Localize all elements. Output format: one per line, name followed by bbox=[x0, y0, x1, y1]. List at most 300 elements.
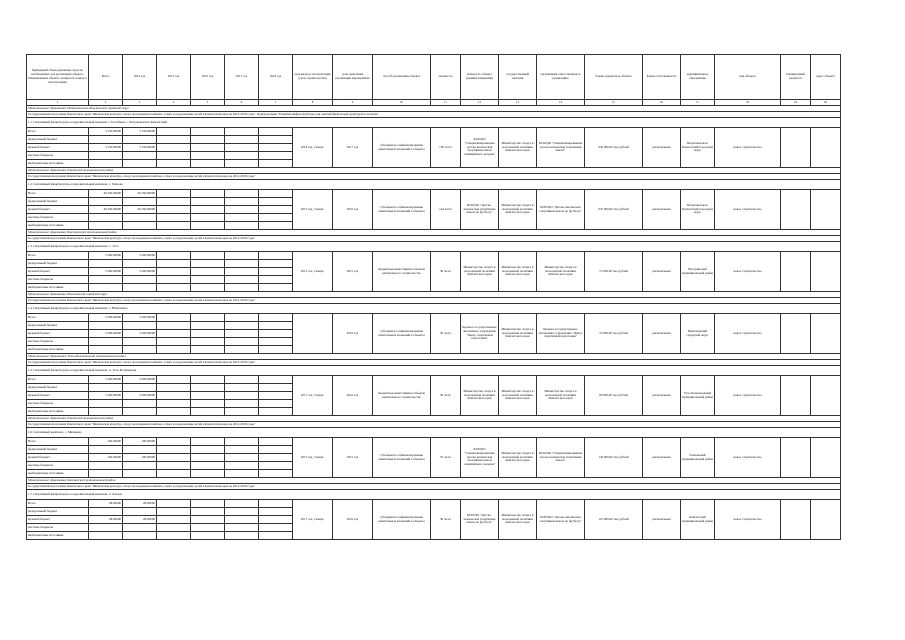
column-number: 4 bbox=[157, 100, 191, 106]
column-number: 8 bbox=[293, 100, 333, 106]
column-header: адрес объекта bbox=[811, 55, 841, 100]
amount-2014: 5 200,00000 bbox=[123, 252, 157, 260]
funding-source: краевой бюджет bbox=[27, 392, 89, 400]
program-name: Государственная программа Камчатского края "Физическая культура, спорт, молодежная политика, отдых и оздоровление детей в Камчатском крае на 2014-2018 годы" bbox=[27, 174, 841, 180]
amount-empty bbox=[225, 260, 259, 268]
column-number: 11 bbox=[431, 100, 461, 106]
amount-empty bbox=[191, 128, 225, 136]
object-balance: Краевое государственное автономное учреждение "Центр спортивной подготовки" bbox=[537, 314, 585, 354]
amount-empty bbox=[191, 338, 225, 346]
column-header: муниципальное образование bbox=[681, 55, 715, 100]
amount-empty bbox=[225, 136, 259, 144]
amount-2014 bbox=[123, 160, 157, 168]
object-customer: Министерство спорта и молодежной политики Камчатского края bbox=[461, 252, 499, 292]
amount-2014: 46 250,00000 bbox=[123, 190, 157, 198]
amount-2014 bbox=[123, 524, 157, 532]
object-row bbox=[27, 304, 841, 314]
object-mo: Петропавловск-Камчатский городской округ bbox=[681, 190, 715, 230]
object-resp: Министерство спорта и молодежной политики Камчатского края bbox=[499, 190, 537, 230]
amount-empty bbox=[225, 190, 259, 198]
column-header: 2018 год bbox=[259, 55, 293, 100]
object-extra bbox=[781, 376, 811, 416]
amount-empty bbox=[225, 160, 259, 168]
object-end: 2016 год bbox=[333, 190, 373, 230]
object-kind: новое строительство bbox=[715, 252, 781, 292]
amount-empty bbox=[157, 314, 191, 322]
object-extra bbox=[781, 438, 811, 478]
amount-empty bbox=[157, 462, 191, 470]
amount-empty bbox=[157, 330, 191, 338]
amount-empty bbox=[259, 276, 293, 284]
object-term: 2015 год, 2 кварт. bbox=[293, 252, 333, 292]
object-extra bbox=[781, 314, 811, 354]
object-extra bbox=[811, 314, 841, 354]
funding-source: Всего bbox=[27, 190, 89, 198]
amount-empty bbox=[259, 384, 293, 392]
amount-empty bbox=[259, 136, 293, 144]
column-header: Всего bbox=[89, 55, 123, 100]
amount-empty bbox=[259, 532, 293, 540]
object-power: 55 чел/ч bbox=[431, 438, 461, 478]
object-customer: КГБУДО "Детско-юношеская спортивная школа по футболу" bbox=[461, 500, 499, 540]
amount-empty bbox=[259, 214, 293, 222]
amount-empty bbox=[157, 160, 191, 168]
amount-empty bbox=[259, 128, 293, 136]
amount-2014 bbox=[123, 322, 157, 330]
object-extra bbox=[781, 190, 811, 230]
amount-empty bbox=[259, 268, 293, 276]
funding-source: местные бюджеты bbox=[27, 214, 89, 222]
object-resp: Министерство спорта и молодежной политики Камчатского края bbox=[499, 252, 537, 292]
amount-total bbox=[89, 260, 123, 268]
amount-empty bbox=[225, 470, 259, 478]
amount-empty bbox=[157, 454, 191, 462]
amount-total: 46 250,00000 bbox=[89, 190, 123, 198]
object-method: субсидии на софинансирование капитальных вложений в объекты bbox=[373, 314, 431, 354]
amount-empty bbox=[259, 284, 293, 292]
amount-empty bbox=[259, 338, 293, 346]
object-extra bbox=[811, 252, 841, 292]
amount-empty bbox=[191, 454, 225, 462]
amount-empty bbox=[259, 190, 293, 198]
amount-empty bbox=[157, 500, 191, 508]
column-header: организация ответственная за реализацию bbox=[537, 55, 585, 100]
amount-empty bbox=[157, 198, 191, 206]
amount-empty bbox=[191, 144, 225, 152]
object-method: субсидии на софинансирование капитальных вложений в объекты bbox=[373, 128, 431, 168]
amount-empty bbox=[259, 152, 293, 160]
amount-empty bbox=[225, 532, 259, 540]
column-header: Примерный объем денежных средств, необходимых для реализации объекта, Наименование объекта, мощность и ввод в эксплуатацию bbox=[27, 55, 89, 100]
object-row bbox=[27, 366, 841, 376]
funding-source: местные бюджеты bbox=[27, 524, 89, 532]
amount-empty bbox=[191, 462, 225, 470]
header-row bbox=[27, 55, 841, 100]
amount-empty bbox=[157, 222, 191, 230]
amount-empty bbox=[191, 222, 225, 230]
finance-row bbox=[27, 190, 841, 198]
amount-empty bbox=[259, 392, 293, 400]
amount-empty bbox=[259, 438, 293, 446]
object-cost: 68 000,00 тыс.рублей bbox=[585, 376, 643, 416]
object-customer: КГБУДО "Детско-юношеская спортивная школа по футболу" bbox=[461, 190, 499, 230]
object-end: 2015 год bbox=[333, 438, 373, 478]
funding-source: Всего bbox=[27, 500, 89, 508]
object-power: 150 чел/ч bbox=[431, 128, 461, 168]
object-end: 2016 год bbox=[333, 314, 373, 354]
funding-source: краевой бюджет bbox=[27, 144, 89, 152]
object-power: 30 чел/ч bbox=[431, 314, 461, 354]
amount-empty bbox=[157, 516, 191, 524]
object-mo: Петропавловск-Камчатский городской округ bbox=[681, 128, 715, 168]
amount-empty bbox=[225, 500, 259, 508]
amount-empty bbox=[259, 144, 293, 152]
amount-empty bbox=[225, 346, 259, 354]
amount-empty bbox=[259, 462, 293, 470]
object-extra bbox=[781, 128, 811, 168]
amount-empty bbox=[225, 508, 259, 516]
object-power: 144 чел/ч bbox=[431, 190, 461, 230]
amount-empty bbox=[259, 470, 293, 478]
object-mo: Вилючинский городской округ bbox=[681, 314, 715, 354]
document-page bbox=[26, 54, 835, 620]
funding-source: краевой бюджет bbox=[27, 330, 89, 338]
amount-empty bbox=[157, 322, 191, 330]
amount-empty bbox=[225, 462, 259, 470]
amount-empty bbox=[191, 260, 225, 268]
amount-empty bbox=[259, 314, 293, 322]
finance-row bbox=[27, 252, 841, 260]
amount-empty bbox=[191, 384, 225, 392]
column-number: 9 bbox=[333, 100, 373, 106]
amount-empty bbox=[157, 392, 191, 400]
amount-2014 bbox=[123, 260, 157, 268]
object-cost: 650 000,00 тыс.рублей bbox=[585, 128, 643, 168]
funding-source: федеральный бюджет bbox=[27, 508, 89, 516]
object-balance: КГАУДО "Специализированная детско-юношеская спортивная школа" bbox=[537, 438, 585, 478]
amount-2014 bbox=[123, 222, 157, 230]
amount-total bbox=[89, 508, 123, 516]
column-header: 2014 год bbox=[123, 55, 157, 100]
amount-empty bbox=[259, 454, 293, 462]
object-name: 1.7 Спортивный физкультурно-оздоровительный комплекс, п. Ключи bbox=[27, 490, 841, 500]
amount-empty bbox=[157, 446, 191, 454]
object-name: 1.4 Спортивный физкультурно-оздоровительный комплекс, г. Вилючинск bbox=[27, 304, 841, 314]
area-name: Муниципальное образование Елизовский муниципальный район bbox=[27, 168, 841, 174]
object-method: субсидии на софинансирование капитальных вложений в объекты bbox=[373, 500, 431, 540]
amount-2014 bbox=[123, 446, 157, 454]
amount-empty bbox=[259, 252, 293, 260]
object-extra bbox=[811, 190, 841, 230]
object-power: 30 чел/ч bbox=[431, 376, 461, 416]
funding-source: внебюджетные источники bbox=[27, 160, 89, 168]
amount-total: 3 500,00000 bbox=[89, 314, 123, 322]
object-cost: 125 000,00 тыс.рублей bbox=[585, 500, 643, 540]
amount-empty bbox=[191, 346, 225, 354]
amount-empty bbox=[225, 392, 259, 400]
amount-total bbox=[89, 222, 123, 230]
amount-empty bbox=[259, 400, 293, 408]
amount-total bbox=[89, 346, 123, 354]
object-balance: КГАУДО "Специализированная детско-юношеская спортивная школа" bbox=[537, 128, 585, 168]
object-customer: КГАУДО "Специализированная детско-юношеская спортивная школа олимпийского резерва" bbox=[461, 438, 499, 478]
object-extra bbox=[781, 500, 811, 540]
area-name: Муниципальное образование Вилючинский городской округ bbox=[27, 292, 841, 298]
amount-empty bbox=[191, 190, 225, 198]
amount-empty bbox=[157, 408, 191, 416]
object-resp: Министерство спорта и молодежной политики Камчатского края bbox=[499, 376, 537, 416]
object-balance: Министерство спорта и молодежной политики Камчатского края bbox=[537, 376, 585, 416]
amount-empty bbox=[157, 276, 191, 284]
finance-row bbox=[27, 376, 841, 384]
amount-total: 3 150,00000 bbox=[89, 144, 123, 152]
object-row bbox=[27, 118, 841, 128]
column-header: срок ввода в эксплуатацию (срок строительства) bbox=[293, 55, 333, 100]
amount-empty bbox=[157, 206, 191, 214]
amount-empty bbox=[259, 516, 293, 524]
object-customer: Министерство спорта и молодежной политики Камчатского края bbox=[461, 376, 499, 416]
amount-total bbox=[89, 160, 123, 168]
amount-total: 28,00000 bbox=[89, 500, 123, 508]
column-header: 2016 год bbox=[191, 55, 225, 100]
object-kind: новое строительство bbox=[715, 314, 781, 354]
object-mo: Камчатский муниципальный район bbox=[681, 500, 715, 540]
amount-empty bbox=[259, 322, 293, 330]
amount-empty bbox=[157, 346, 191, 354]
object-name: 1.5 Спортивный физкультурно-оздоровительный комплекс, п. Усть-Большерецк bbox=[27, 366, 841, 376]
amount-empty bbox=[225, 408, 259, 416]
finance-row bbox=[27, 438, 841, 446]
object-extra bbox=[811, 128, 841, 168]
funding-source: внебюджетные источники bbox=[27, 470, 89, 478]
amount-2014 bbox=[123, 470, 157, 478]
column-number: 5 bbox=[191, 100, 225, 106]
amount-empty bbox=[157, 438, 191, 446]
object-power: 30 чел/ч bbox=[431, 252, 461, 292]
funding-source: местные бюджеты bbox=[27, 152, 89, 160]
object-resp: Министерство спорта и молодежной политики Камчатского края bbox=[499, 500, 537, 540]
funding-source: федеральный бюджет bbox=[27, 446, 89, 454]
object-form: региональная bbox=[643, 438, 681, 478]
amount-empty bbox=[191, 532, 225, 540]
column-number: 7 bbox=[259, 100, 293, 106]
object-end: 2016 год bbox=[333, 500, 373, 540]
amount-empty bbox=[191, 160, 225, 168]
amount-total bbox=[89, 338, 123, 346]
amount-empty bbox=[259, 408, 293, 416]
amount-empty bbox=[259, 206, 293, 214]
amount-empty bbox=[225, 128, 259, 136]
amount-empty bbox=[259, 376, 293, 384]
amount-empty bbox=[157, 136, 191, 144]
column-number: 14 bbox=[537, 100, 585, 106]
amount-total bbox=[89, 400, 123, 408]
amount-total bbox=[89, 152, 123, 160]
column-header: мощность объекта (единиц измерения) bbox=[461, 55, 499, 100]
funding-source: федеральный бюджет bbox=[27, 260, 89, 268]
column-header: 2017 год bbox=[225, 55, 259, 100]
amount-total bbox=[89, 462, 123, 470]
amount-empty bbox=[225, 524, 259, 532]
amount-empty bbox=[157, 284, 191, 292]
funding-source: местные бюджеты bbox=[27, 400, 89, 408]
object-form: региональная bbox=[643, 128, 681, 168]
amount-empty bbox=[157, 470, 191, 478]
amount-empty bbox=[225, 152, 259, 160]
amount-empty bbox=[191, 408, 225, 416]
object-extra bbox=[811, 500, 841, 540]
object-term: 2017 год, 2 кварт. bbox=[293, 500, 333, 540]
amount-total bbox=[89, 276, 123, 284]
amount-empty bbox=[191, 252, 225, 260]
object-resp: Министерство спорта и молодежной политики Камчатского края bbox=[499, 128, 537, 168]
funding-source: местные бюджеты bbox=[27, 338, 89, 346]
funding-source: внебюджетные источники bbox=[27, 284, 89, 292]
object-extra bbox=[811, 438, 841, 478]
amount-empty bbox=[259, 446, 293, 454]
program-name: Государственная программа Камчатского края "Физическая культура, спорт, молодежная политика, отдых и оздоровление детей в Камчатском крае на 2014-2018 годы" bbox=[27, 422, 841, 428]
object-form: региональная bbox=[643, 314, 681, 354]
amount-empty bbox=[157, 260, 191, 268]
amount-2014: 3 500,00000 bbox=[123, 314, 157, 322]
amount-2014: 100,00000 bbox=[123, 454, 157, 462]
funding-source: краевой бюджет bbox=[27, 206, 89, 214]
funding-source: Всего bbox=[27, 438, 89, 446]
funding-source: внебюджетные источники bbox=[27, 408, 89, 416]
amount-2014 bbox=[123, 532, 157, 540]
object-cost: 73 000,00 тыс.рублей bbox=[585, 252, 643, 292]
amount-total bbox=[89, 524, 123, 532]
object-name: 1.3 Спортивный физкультурно-оздоровительный комплекс, с. Эссо bbox=[27, 242, 841, 252]
column-number: 16 bbox=[643, 100, 681, 106]
object-method: бюджетные инвестиции в объекты капитального строительства bbox=[373, 252, 431, 292]
object-method: субсидии на софинансирование капитальных вложений в объекты bbox=[373, 438, 431, 478]
amount-empty bbox=[225, 330, 259, 338]
column-number: 2 bbox=[89, 100, 123, 106]
program-name: Государственная программа Камчатского края "Физическая культура, спорт, молодежная политика, отдых и оздоровление детей в Камчатском крае на 2014-2018 годы" bbox=[27, 360, 841, 366]
object-row bbox=[27, 490, 841, 500]
amount-empty bbox=[225, 516, 259, 524]
amount-2014: 3 150,00000 bbox=[123, 144, 157, 152]
amount-empty bbox=[225, 268, 259, 276]
amount-empty bbox=[191, 314, 225, 322]
amount-2014: 3 200,00000 bbox=[123, 376, 157, 384]
object-term: 2015 год, 3 кварт. bbox=[293, 190, 333, 230]
amount-empty bbox=[191, 438, 225, 446]
column-header: вид объекта bbox=[715, 55, 781, 100]
amount-total bbox=[89, 446, 123, 454]
investment-table bbox=[26, 54, 841, 540]
funding-source: федеральный бюджет bbox=[27, 198, 89, 206]
object-row bbox=[27, 180, 841, 190]
amount-empty bbox=[191, 524, 225, 532]
amount-empty bbox=[225, 214, 259, 222]
object-end: 2015 год bbox=[333, 252, 373, 292]
amount-empty bbox=[191, 508, 225, 516]
funding-source: Всего bbox=[27, 376, 89, 384]
amount-2014: 3 500,00000 bbox=[123, 330, 157, 338]
amount-empty bbox=[191, 516, 225, 524]
amount-total bbox=[89, 384, 123, 392]
amount-total: 3 500,00000 bbox=[89, 330, 123, 338]
object-resp: Министерство спорта и молодежной политики Камчатского края bbox=[499, 438, 537, 478]
amount-empty bbox=[225, 438, 259, 446]
object-cost: 70 000,00 тыс.рублей bbox=[585, 314, 643, 354]
object-mo: Елизовский муниципальный район bbox=[681, 438, 715, 478]
amount-empty bbox=[191, 214, 225, 222]
object-term: 2017 год, 3 кварт. bbox=[293, 376, 333, 416]
amount-total bbox=[89, 322, 123, 330]
amount-2014 bbox=[123, 152, 157, 160]
amount-2014 bbox=[123, 284, 157, 292]
funding-source: местные бюджеты bbox=[27, 276, 89, 284]
amount-total: 28,00000 bbox=[89, 516, 123, 524]
column-number: 6 bbox=[225, 100, 259, 106]
amount-total: 5 200,00000 bbox=[89, 252, 123, 260]
amount-empty bbox=[157, 268, 191, 276]
column-number: 15 bbox=[585, 100, 643, 106]
column-number: 1 bbox=[27, 100, 89, 106]
amount-2014 bbox=[123, 198, 157, 206]
object-cost: 140 000,00 тыс.рублей bbox=[585, 438, 643, 478]
amount-empty bbox=[259, 508, 293, 516]
column-header: балансодержатель объекта bbox=[585, 55, 643, 100]
finance-row bbox=[27, 500, 841, 508]
area-name: Муниципальное образование Петропавловск-Камчатский городской округ bbox=[27, 106, 841, 112]
amount-empty bbox=[157, 376, 191, 384]
amount-empty bbox=[157, 152, 191, 160]
object-kind: новое строительство bbox=[715, 500, 781, 540]
amount-2014 bbox=[123, 384, 157, 392]
amount-empty bbox=[259, 260, 293, 268]
amount-total bbox=[89, 470, 123, 478]
amount-empty bbox=[259, 346, 293, 354]
amount-empty bbox=[157, 384, 191, 392]
column-header: срок окончания реализации мероприятия bbox=[333, 55, 373, 100]
object-end: 2017 год bbox=[333, 128, 373, 168]
amount-empty bbox=[191, 322, 225, 330]
amount-2014 bbox=[123, 400, 157, 408]
column-number: 3 bbox=[123, 100, 157, 106]
object-resp: Министерство спорта и молодежной политики Камчатского края bbox=[499, 314, 537, 354]
funding-source: федеральный бюджет bbox=[27, 322, 89, 330]
funding-source: краевой бюджет bbox=[27, 268, 89, 276]
column-number: 10 bbox=[373, 100, 431, 106]
object-kind: новое строительство bbox=[715, 376, 781, 416]
column-number: 18 bbox=[715, 100, 781, 106]
object-term bbox=[293, 314, 333, 354]
area-name: Муниципальное образование Камчатский муниципальный район bbox=[27, 478, 841, 484]
object-form: региональная bbox=[643, 376, 681, 416]
amount-empty bbox=[191, 152, 225, 160]
object-balance: КГБУДО "Детско-юношеская спортивная школа по футболу" bbox=[537, 500, 585, 540]
amount-total bbox=[89, 284, 123, 292]
amount-total bbox=[89, 198, 123, 206]
amount-empty bbox=[157, 532, 191, 540]
amount-empty bbox=[225, 322, 259, 330]
object-mo: Быстринский муниципальный район bbox=[681, 252, 715, 292]
column-number: 20 bbox=[811, 100, 841, 106]
amount-empty bbox=[157, 400, 191, 408]
amount-empty bbox=[225, 314, 259, 322]
amount-empty bbox=[157, 214, 191, 222]
object-name: 1.6 Спортивный комплекс, с. Мильково bbox=[27, 428, 841, 438]
object-extra bbox=[811, 376, 841, 416]
object-term: 2018 год, 2 кварт. bbox=[293, 128, 333, 168]
amount-total bbox=[89, 532, 123, 540]
column-number: 12 bbox=[461, 100, 499, 106]
column-header: форма собственности bbox=[643, 55, 681, 100]
